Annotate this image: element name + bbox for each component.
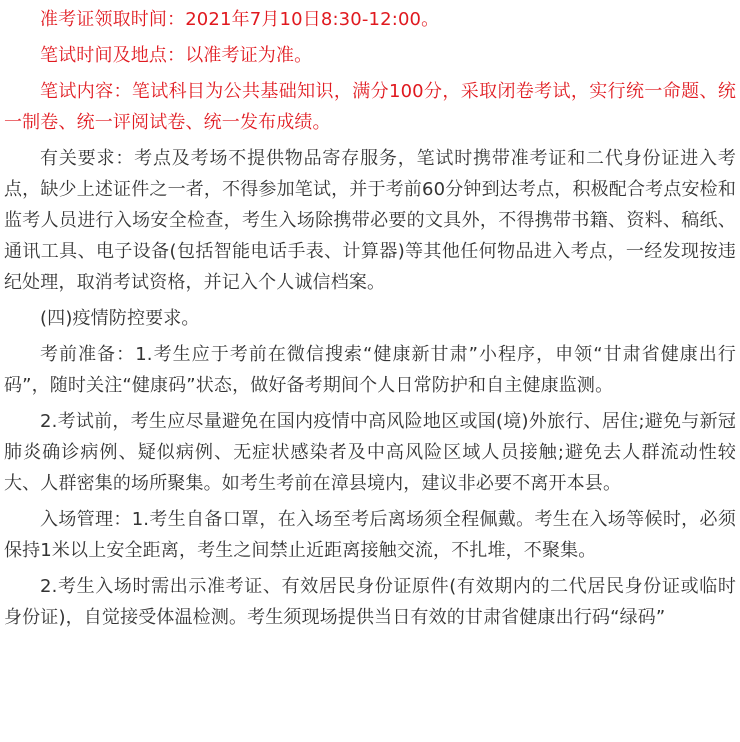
exam-content: 笔试内容：笔试科目为公共基础知识，满分100分，采取闭卷考试，实行统一命题、统一制卷、统一评阅试卷、统一发布成绩。	[4, 81, 736, 133]
entry-documents: 2.考生入场时需出示准考证、有效居民身份证原件(有效期内的二代居民身份证或临时身份证)，自觉接受体温检测。考生须现场提供当日有效的甘肃省健康出行码“绿码”	[4, 576, 736, 628]
pre-exam-preparation: 考前准备：1.考生应于考前在微信搜索“健康新甘肃”小程序，申领“甘肃省健康出行码”，随时关注“健康码”状态，做好备考期间个人日常防护和自主健康监测。	[4, 344, 736, 396]
entry-management: 入场管理：1.考生自备口罩，在入场至考后离场须全程佩戴。考生在入场等候时，必须保持1米以上安全距离，考生之间禁止近距离接触交流，不扎堆，不聚集。	[4, 509, 736, 561]
pre-exam-travel-advice: 2.考试前，考生应尽量避免在国内疫情中高风险地区或国(境)外旅行、居住;避免与新冠肺炎确诊病例、疑似病例、无症状感染者及中高风险区域人员接触;避免去人群流动性较大、人群密集的场所聚集。如考生考前在漳县境内，建议非必要不离开本县。	[4, 411, 736, 494]
exam-requirements: 有关要求：考点及考场不提供物品寄存服务，笔试时携带准考证和二代身份证进入考点，缺少上述证件之一者，不得参加笔试，并于考前60分钟到达考点，积极配合考点安检和监考人员进行入场安全检查，考生入场除携带必要的文具外，不得携带书籍、资料、稿纸、通讯工具、电子设备(包括智能电话手表、计算器)等其他任何物品进入考点，一经发现按违纪处理，取消考试资格，并记入个人诚信档案。	[4, 148, 736, 293]
admission-ticket-time: 准考证领取时间：2021年7月10日8:30-12:00。	[40, 9, 440, 30]
section-heading-epidemic: (四)疫情防控要求。	[40, 308, 200, 329]
exam-time-location: 笔试时间及地点：以准考证为准。	[40, 45, 313, 66]
